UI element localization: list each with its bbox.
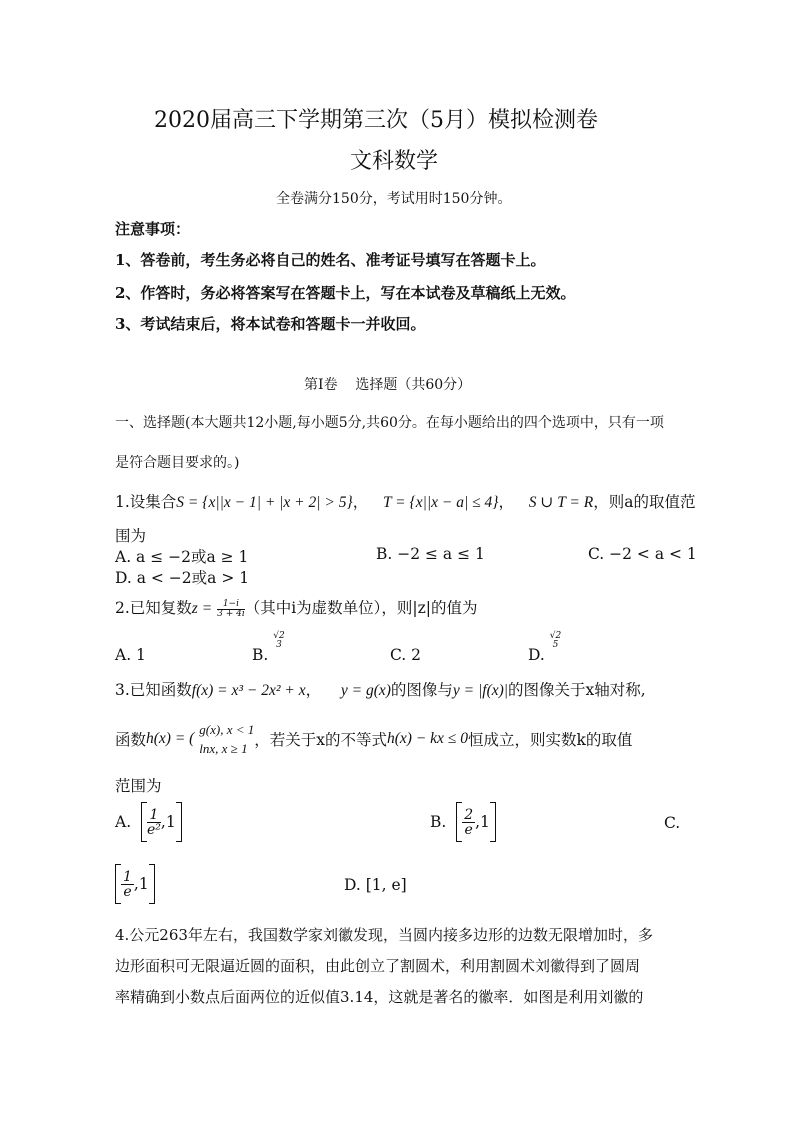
q3-option-a-label: A. [115,813,132,831]
q3-option-a [115,802,182,842]
q2-z: z = [191,600,213,617]
q3-line2-b: ，若关于x的不等式 [254,731,388,749]
q2-option-d-den: 5 [552,640,559,650]
q2-option-c: C. 2 [390,646,422,664]
q3-stem-line2 [115,720,632,758]
q3-option-d: D. [1, e] [344,876,407,894]
q1-set-s: S = {x||x − 1| + |x + 2| > 5} [176,494,353,511]
q3-g: y = g(x) [340,682,391,699]
section-title: 第Ⅰ卷 选择题（共60分） [304,377,472,393]
q2-option-a: A. 1 [115,646,146,664]
exam-title: 2020届高三下学期第三次（5月）模拟检测卷 [154,108,598,133]
q3-f: f(x) = x³ − 2x² + x [191,682,306,699]
q3-option-a-fraction [147,808,161,837]
q3-option-c-right-bracket [149,864,155,904]
q3-option-c-tail: ,1 [133,875,149,893]
q2-option-b-num: √2 [273,631,285,641]
section-intro-line2: 是符合题目要求的。) [115,455,240,471]
q2-mid: （其中i为虚数单位），则|z|的值为 [244,599,478,617]
q3-option-c [115,864,155,904]
q1-stem-line2: 围为 [115,527,147,545]
q4-line3: 率精确到小数点后面两位的近似值3.14，这就是著名的徽率．如图是利用刘徽的 [115,988,644,1006]
q1-condition: S ∪ T = R [528,494,594,511]
q3-option-c-num: 1 [123,868,132,885]
q2-option-d-value [550,632,561,650]
q2-option-d [528,632,561,664]
q2-option-b-den: 3 [276,640,282,650]
q3-line2-a: 函数 [115,731,147,749]
notice-heading: 注意事项： [115,220,191,238]
q3-case-1: g(x), x < 1 [199,722,255,737]
q1-option-c: C. −2 < a < 1 [588,545,697,563]
q3-line2-c: 恒成立，则实数k的取值 [467,731,633,749]
q2-option-d-label: D. [528,646,545,664]
q3-line1-d: 的图像关于x轴对称, [508,681,646,699]
q3-option-b-num: 2 [464,806,474,823]
q3-option-a-den: e² [146,821,161,838]
q3-option-c-label: C. [664,814,681,832]
q3-h: h(x) = ( [146,730,195,747]
q3-line1-a: 3.已知函数 [115,681,192,699]
q1-option-d: D. a < −2或a > 1 [115,569,250,587]
q3-option-c-fraction [121,870,134,899]
q2-prefix: 2.已知复数 [115,599,192,617]
section-intro-line1: 一、选择题(本大题共12小题,每小题5分,共60分。在每小题给出的四个选项中，只有一项 [115,415,664,431]
q2-option-b-value [273,632,284,650]
q3-stem-line3: 范围为 [115,777,162,795]
q1-option-b: B. −2 ≤ a ≤ 1 [376,545,485,563]
q3-option-c-den: e [123,883,132,900]
q1-prefix: 1.设集合 [115,493,177,511]
notice-item-3: 3、考试结束后，将本试卷和答题卡一并收回。 [115,315,426,333]
q1-set-t: T = {x||x − a| ≤ 4} [382,494,499,511]
q3-line1-b: ， [305,681,322,699]
q3-option-b-label: B. [430,813,447,831]
q3-option-a-num: 1 [147,808,161,823]
q3-option-b-fraction [462,808,475,837]
q1-suffix: ，则a的取值范 [593,493,696,511]
q3-line1-c: 的图像与 [390,681,453,699]
q2-stem [115,596,478,619]
q4-line2: 边形面积可无限逼近圆的面积，由此创立了割圆术，利用割圆术刘徽得到了圆周 [115,957,641,975]
q3-option-b-den: e [464,821,473,838]
q2-option-b [252,632,285,664]
q3-abs-f: y = |f(x)| [452,682,509,699]
q3-option-a-tail: ,1 [160,813,176,831]
exam-info: 全卷满分150分，考试用时150分钟。 [276,191,512,207]
q3-option-b-right-bracket [490,802,496,842]
q3-option-b [430,802,496,842]
notice-item-1: 1、答卷前，考生务必将自己的姓名、准考证号填写在答题卡上。 [115,251,546,269]
q3-stem-line1 [115,678,646,700]
q2-fraction-num: 1−i [217,600,245,610]
q3-option-a-right-bracket [176,802,182,842]
q3-option-b-tail: ,1 [475,813,490,831]
exam-subject: 文科数学 [350,149,439,174]
q1-option-a: A. a ≤ −2或a ≥ 1 [115,548,249,566]
q1-stem: 1.设集合S = {x||x − 1| + |x + 2| > 5}， T = {x||x − a| ≤ 4}， S ∪ T = R，则a的取值范 [115,493,696,511]
q3-inequality: h(x) − kx ≤ 0 [387,730,468,747]
q2-option-d-num: √2 [549,631,562,641]
notice-item-2: 2、作答时，务必将答案写在答题卡上，写在本试卷及草稿纸上无效。 [115,284,576,302]
q3-piecewise [199,720,254,758]
q3-case-2: lnx, x ≥ 1 [199,741,248,756]
q4-line1: 4.公元263年左右，我国数学家刘徽发现，当圆内接多边形的边数无限增加时，多 [115,926,653,944]
q2-fraction-den: 3 + 4i [217,608,245,619]
q2-option-b-label: B. [252,646,269,664]
q2-fraction [217,600,245,619]
